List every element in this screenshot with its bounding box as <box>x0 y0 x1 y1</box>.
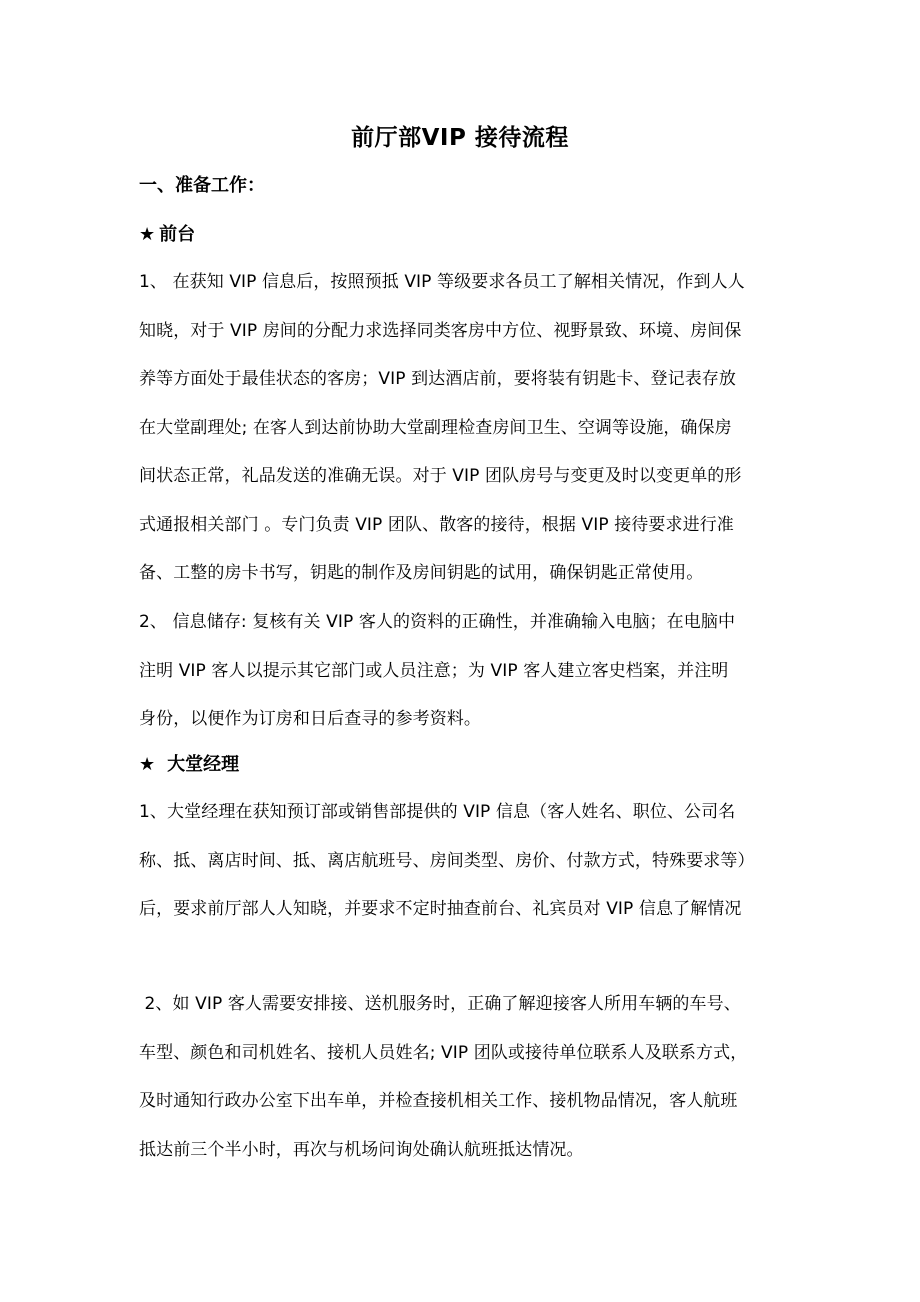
subheading-lobby-manager-label: 大堂经理 <box>167 754 240 775</box>
subheading-lobby-manager <box>139 750 239 780</box>
text-line: 2、如 VIP 客人需要安排接、送机服务时，正确了解迎接客人所用车辆的车号、 <box>139 994 741 1014</box>
star-icon: ★ <box>139 754 156 775</box>
star-icon: ★ <box>139 224 156 245</box>
text-line: 知晓，对于 VIP 房间的分配力求选择同类客房中方位、视野景致、环境、房间保 <box>139 320 742 341</box>
text-line: 抵达前三个半小时，再次与机场问询处确认航班抵达情况。 <box>139 1139 584 1160</box>
subheading-front-desk-label: 前台 <box>159 224 196 245</box>
text-line: 备、工整的房卡书写，钥匙的制作及房间钥匙的试用，确保钥匙正常使用。 <box>139 563 704 583</box>
text-line: 注明 VIP 客人以提示其它部门或人员注意；为 VIP 客人建立客史档案，并注明 <box>139 660 729 681</box>
text-line: 在大堂副理处; 在客人到达前协助大堂副理检查房间卫生、空调等设施，确保房 <box>139 417 732 438</box>
text-line: 2、 信息储存: 复核有关 VIP 客人的资料的正确性，并准确输入电脑；在电脑中 <box>139 612 736 632</box>
text-line: 及时通知行政办公室下出车单，并检查接机相关工作、接机物品情况，客人航班 <box>139 1091 738 1111</box>
document-title: 前厅部VIP 接待流程 <box>351 125 569 151</box>
front-desk-item-2 <box>139 598 784 744</box>
text-line: 式通报相关部门 。专门负责 VIP 团队、散客的接待，根据 VIP 接待要求进行准 <box>139 514 734 535</box>
section-heading-preparation: 一、准备工作： <box>139 175 265 196</box>
text-line: 身份，以便作为订房和日后查寻的参考资料。 <box>139 709 481 729</box>
lobby-manager-item-2 <box>139 980 784 1174</box>
text-line: 养等方面处于最佳状态的客房；VIP 到达酒店前，要将装有钥匙卡、登记表存放 <box>139 369 736 389</box>
subheading-front-desk <box>139 220 195 250</box>
front-desk-item-1 <box>139 258 784 598</box>
text-line: 1、 在获知 VIP 信息后，按照预抵 VIP 等级要求各员工了解相关情况，作到人人 <box>139 272 745 292</box>
text-line: 1、大堂经理在获知预订部或销售部提供的 VIP 信息（客人姓名、职位、公司名 <box>139 802 736 822</box>
text-line: 称、抵、离店时间、抵、离店航班号、房间类型、房价、付款方式，特殊要求等） <box>139 850 755 871</box>
text-line: 车型、颜色和司机姓名、接机人员姓名; VIP 团队或接待单位联系人及联系方式， <box>139 1042 748 1063</box>
text-line: 后，要求前厅部人人知晓，并要求不定时抽查前台、礼宾员对 VIP 信息了解情况 <box>139 899 742 919</box>
text-line: 间状态正常，礼品发送的准确无误。对于 VIP 团队房号与变更及时以变更单的形 <box>139 466 742 486</box>
lobby-manager-item-1 <box>139 788 784 934</box>
